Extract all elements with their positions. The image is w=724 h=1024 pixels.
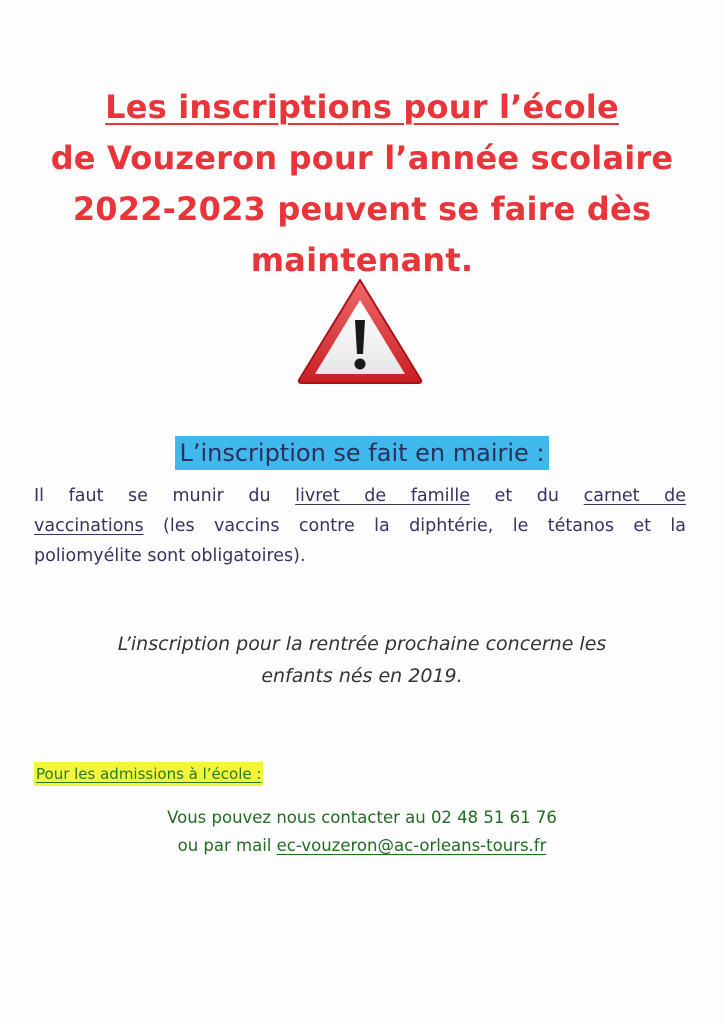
title-line-2: de Vouzeron pour l’année scolaire — [50, 139, 674, 177]
rentree-notice — [40, 628, 684, 692]
contact-block — [100, 804, 624, 860]
title-line-4: maintenant. — [250, 241, 474, 279]
admissions-label-text: Pour les admissions à l’école : — [34, 762, 263, 786]
mairie-heading — [0, 436, 724, 470]
rentree-line-2: enfants nés en 2019. — [261, 665, 463, 687]
contact-mail-line — [100, 832, 624, 860]
contact-phone-prefix: Vous pouvez nous contacter au — [167, 808, 431, 827]
admissions-label — [34, 762, 263, 786]
contact-phone-line — [100, 804, 624, 832]
livret-de-famille: livret de famille — [295, 486, 471, 506]
title-line-3: 2022-2023 peuvent se faire dès — [72, 190, 652, 228]
requirements-paragraph — [34, 481, 686, 571]
req-text-vaccins: (les vaccins contre la diphtérie, le tétanos et la — [143, 516, 686, 536]
requirements-line-1 — [34, 481, 686, 511]
title-line-1: Les inscriptions pour l’école — [105, 88, 619, 126]
rentree-line-1: L’inscription pour la rentrée prochaine concerne les — [117, 633, 607, 655]
carnet-de: carnet de — [583, 486, 687, 506]
vaccinations: vaccinations — [34, 516, 144, 536]
announcement-title — [30, 82, 694, 286]
phone-number: 02 48 51 61 76 — [430, 808, 557, 827]
requirements-line-3: poliomyélite sont obligatoires). — [34, 546, 306, 566]
req-text-mid: et du — [470, 486, 584, 506]
requirements-line-2 — [34, 511, 686, 541]
email-link[interactable]: ec-vouzeron@ac-orleans-tours.fr — [276, 836, 547, 855]
mairie-heading-text: L’inscription se fait en mairie : — [175, 436, 548, 470]
req-text-start: Il faut se munir du — [34, 486, 296, 506]
contact-mail-prefix: ou par mail — [177, 836, 277, 855]
warning-triangle-icon — [295, 276, 425, 386]
